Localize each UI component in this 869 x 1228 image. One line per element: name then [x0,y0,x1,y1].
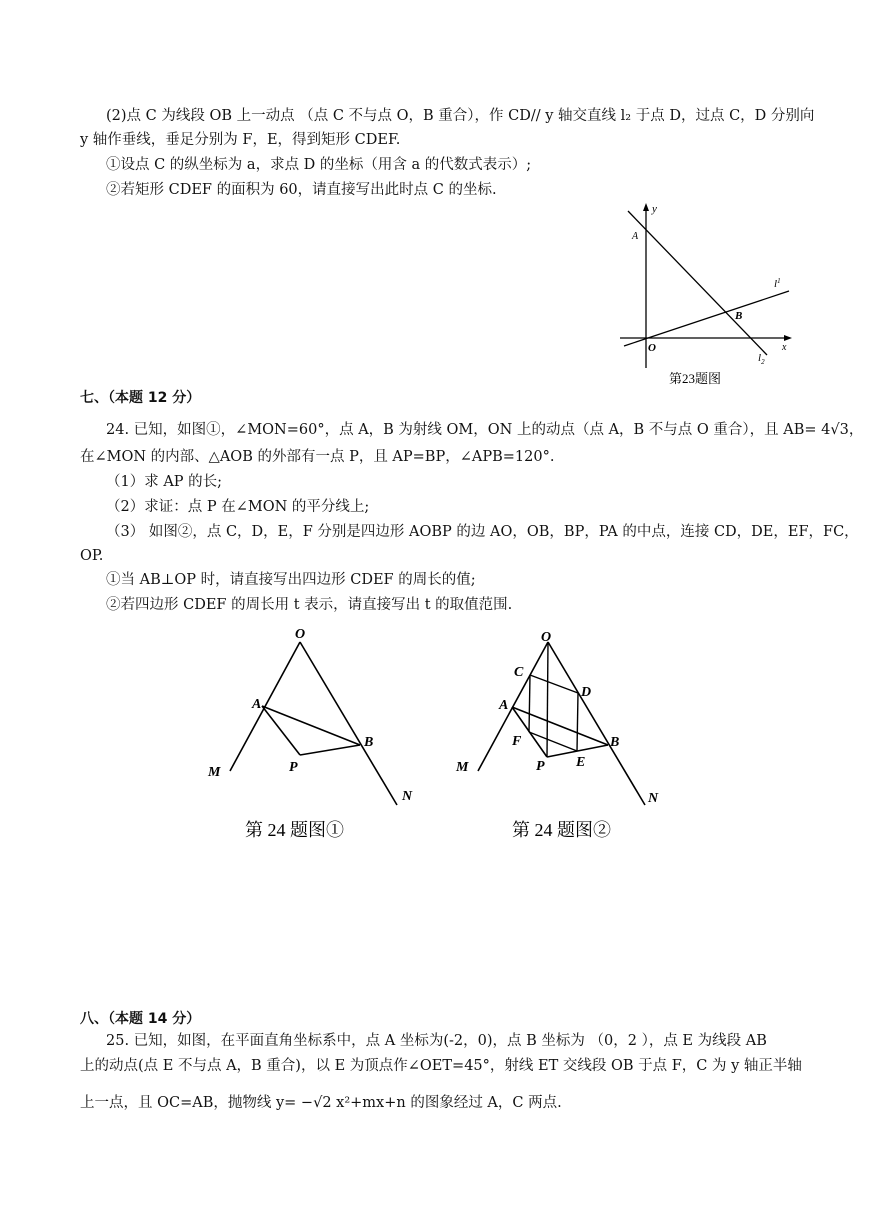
label-D: D [581,685,592,700]
section-8-title: 八、（本题 14 分） [80,1011,201,1027]
label-A: A [252,697,262,712]
label-A: A [632,231,639,242]
label-O: O [295,627,306,642]
label-O: O [541,630,552,645]
label-M: M [456,760,469,775]
label-B: B [735,310,743,322]
q25-line1: 25. 已知，如图，在平面直角坐标系中，点 A 坐标为(-2，0)，点 B 坐标为 （0，2 ），点 E 为线段 AB [106,1033,767,1049]
label-E: E [576,755,586,770]
line-l2 [628,211,767,355]
q24-sub2: ②若四边形 CDEF 的周长用 t 表示，请直接写出 t 的取值范围. [106,597,513,613]
q25-line2: 上的动点(点 E 不与点 A，B 重合)，以 E 为顶点作∠OET=45°，射线 ET 交线段 OB 于点 F，C 为 y 轴正半轴 [80,1058,802,1074]
label-l1: $l^1$ [774,277,781,290]
label-y: y [652,203,657,215]
label-F: F [512,734,522,749]
figure-24-2 [448,625,678,845]
figure-24-1-caption: 第 24 题图① [245,820,344,840]
figure-24-1 [200,625,430,845]
label-M: M [208,765,221,780]
label-P: P [536,759,545,774]
label-O: O [648,342,656,354]
figure-23 [614,198,799,390]
label-P: P [289,760,298,775]
figure-23-caption: 第23题图 [669,371,722,386]
label-N: N [648,791,659,806]
ray-ON [548,642,645,805]
label-l2: $l_2$ [758,352,765,366]
q25-line3: 上一点，且 OC=AB，抛物线 y= −√2 x²+mx+n 的图象经过 A，C 两点. [80,1095,562,1111]
segment-BP [300,745,360,755]
figure-24-2-caption: 第 24 题图② [512,820,611,840]
label-B: B [364,735,374,750]
q24-part3: （3） 如图②，点 C，D，E，F 分别是四边形 AOBP 的边 AO，OB，BP，PA 的中点，连接 CD，DE，EF，FC， [106,524,859,540]
q23-sub1: ①设点 C 的纵坐标为 a，求点 D 的坐标（用含 a 的代数式表示）; [106,157,532,173]
q24-sub1: ①当 AB⊥OP 时，请直接写出四边形 CDEF 的周长的值; [106,572,476,588]
label-C: C [514,665,524,680]
q24-line2: 在∠MON 的内部、△AOB 的外部有一点 P，且 AP=BP，∠APB=120°. [80,449,555,465]
segment-CD [530,675,578,693]
segment-DE [577,693,578,751]
q23-part2: (2)点 C 为线段 OB 上一动点 （点 C 不与点 O，B 重合），作 CD// y 轴交直线 l₂ 于点 D，过点 C，D 分别向 [106,108,815,124]
q24-part1: （1）求 AP 的长; [106,474,223,490]
q23-sub2: ②若矩形 CDEF 的面积为 60，请直接写出此时点 C 的坐标. [106,182,497,198]
q24-line1: 24. 已知，如图①，∠MON=60°，点 A，B 为射线 OM，ON 上的动点（点 A，B 不与点 O 重合），且 AB= 4√3， [106,422,864,438]
q24-part3-cont: OP. [80,548,104,564]
segment-FC [529,675,530,732]
label-B: B [610,735,620,750]
y-axis-arrow [643,203,649,211]
q24-part2: （2）求证：点 P 在∠MON 的平分线上; [106,499,370,515]
ray-ON [300,642,397,805]
label-A: A [499,698,509,713]
q23-part2-cont: y 轴作垂线，垂足分别为 F，E，得到矩形 CDEF. [80,132,401,148]
segment-AB [512,707,608,745]
label-x: x [782,342,787,353]
ray-OM [478,642,548,771]
section-7-title: 七、（本题 12 分） [80,390,201,406]
x-axis-arrow [784,335,792,341]
label-N: N [402,789,413,804]
